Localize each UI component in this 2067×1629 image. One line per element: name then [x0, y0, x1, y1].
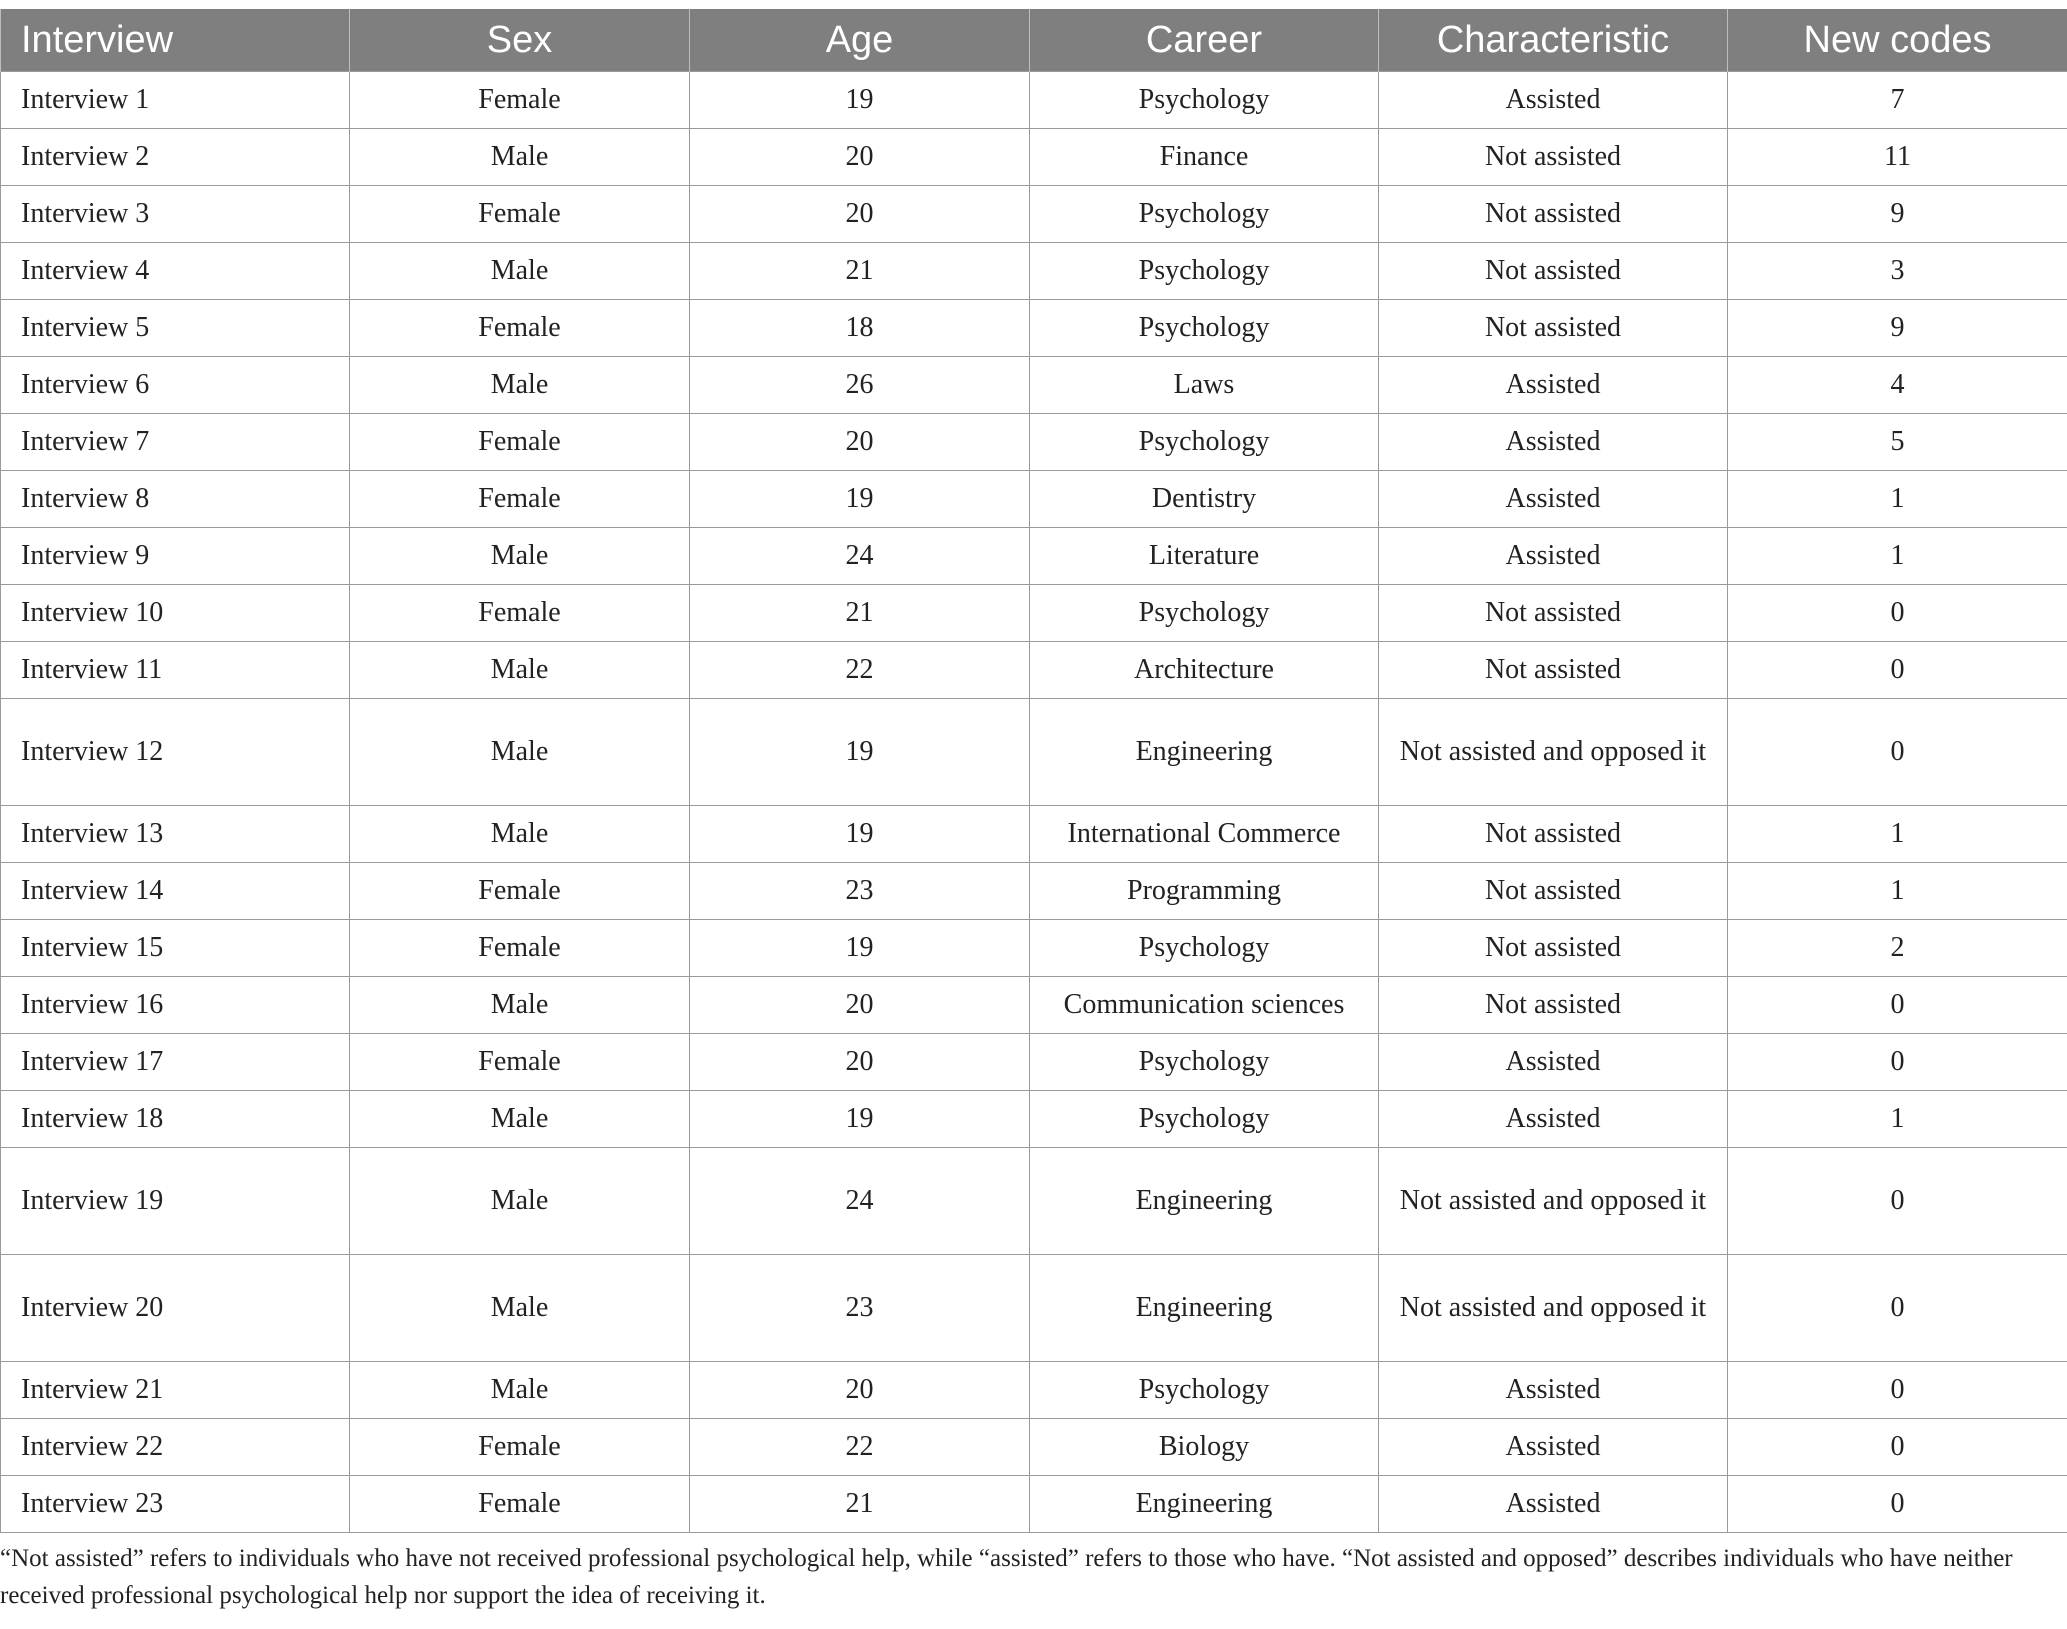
cell-new-codes: 1 [1728, 863, 2067, 920]
cell-interview: Interview 14 [1, 863, 350, 920]
cell-career: Engineering [1030, 1476, 1379, 1533]
cell-sex: Male [350, 1362, 690, 1419]
cell-career: Programming [1030, 863, 1379, 920]
column-header-characteristic: Characteristic [1379, 9, 1728, 72]
interview-table [0, 9, 2067, 1533]
cell-characteristic: Not assisted and opposed it [1379, 699, 1728, 806]
cell-interview: Interview 2 [1, 129, 350, 186]
cell-interview: Interview 19 [1, 1148, 350, 1255]
cell-sex: Male [350, 1255, 690, 1362]
cell-career: Psychology [1030, 72, 1379, 129]
table-row [1, 72, 2067, 129]
cell-sex: Male [350, 357, 690, 414]
cell-career: Laws [1030, 357, 1379, 414]
table-row [1, 1091, 2067, 1148]
cell-characteristic: Assisted [1379, 414, 1728, 471]
cell-new-codes: 0 [1728, 699, 2067, 806]
cell-interview: Interview 6 [1, 357, 350, 414]
table-row [1, 243, 2067, 300]
cell-interview: Interview 20 [1, 1255, 350, 1362]
cell-career: Engineering [1030, 1255, 1379, 1362]
cell-new-codes: 7 [1728, 72, 2067, 129]
cell-characteristic: Assisted [1379, 1091, 1728, 1148]
cell-characteristic: Not assisted [1379, 585, 1728, 642]
cell-interview: Interview 22 [1, 1419, 350, 1476]
cell-new-codes: 0 [1728, 585, 2067, 642]
column-header-sex: Sex [350, 9, 690, 72]
cell-career: Psychology [1030, 243, 1379, 300]
cell-sex: Male [350, 528, 690, 585]
table-row [1, 920, 2067, 977]
table-row [1, 1476, 2067, 1533]
cell-characteristic: Not assisted [1379, 642, 1728, 699]
table-row [1, 699, 2067, 806]
cell-career: Psychology [1030, 300, 1379, 357]
cell-interview: Interview 13 [1, 806, 350, 863]
cell-age: 26 [690, 357, 1030, 414]
cell-career: Psychology [1030, 1034, 1379, 1091]
cell-age: 19 [690, 699, 1030, 806]
table-row [1, 642, 2067, 699]
header-row [1, 9, 2067, 72]
cell-age: 21 [690, 243, 1030, 300]
table-row [1, 414, 2067, 471]
cell-new-codes: 9 [1728, 186, 2067, 243]
cell-new-codes: 4 [1728, 357, 2067, 414]
cell-age: 19 [690, 72, 1030, 129]
cell-new-codes: 0 [1728, 1148, 2067, 1255]
cell-interview: Interview 12 [1, 699, 350, 806]
cell-characteristic: Assisted [1379, 72, 1728, 129]
cell-sex: Male [350, 806, 690, 863]
table-row [1, 977, 2067, 1034]
cell-age: 20 [690, 1362, 1030, 1419]
cell-sex: Female [350, 585, 690, 642]
cell-sex: Female [350, 1476, 690, 1533]
cell-age: 20 [690, 129, 1030, 186]
cell-career: Psychology [1030, 585, 1379, 642]
cell-new-codes: 0 [1728, 1255, 2067, 1362]
cell-career: Architecture [1030, 642, 1379, 699]
cell-characteristic: Not assisted [1379, 806, 1728, 863]
cell-sex: Female [350, 186, 690, 243]
cell-interview: Interview 4 [1, 243, 350, 300]
cell-sex: Female [350, 1419, 690, 1476]
cell-career: Biology [1030, 1419, 1379, 1476]
cell-characteristic: Not assisted [1379, 300, 1728, 357]
cell-age: 22 [690, 642, 1030, 699]
cell-interview: Interview 10 [1, 585, 350, 642]
cell-characteristic: Not assisted [1379, 977, 1728, 1034]
cell-career: Psychology [1030, 920, 1379, 977]
cell-sex: Male [350, 977, 690, 1034]
cell-interview: Interview 1 [1, 72, 350, 129]
cell-new-codes: 0 [1728, 1476, 2067, 1533]
cell-new-codes: 2 [1728, 920, 2067, 977]
cell-interview: Interview 3 [1, 186, 350, 243]
cell-new-codes: 0 [1728, 1419, 2067, 1476]
table-row [1, 1148, 2067, 1255]
column-header-new-codes: New codes [1728, 9, 2067, 72]
cell-new-codes: 0 [1728, 642, 2067, 699]
cell-new-codes: 1 [1728, 806, 2067, 863]
column-header-age: Age [690, 9, 1030, 72]
cell-characteristic: Assisted [1379, 1419, 1728, 1476]
cell-new-codes: 0 [1728, 1034, 2067, 1091]
cell-interview: Interview 15 [1, 920, 350, 977]
cell-new-codes: 11 [1728, 129, 2067, 186]
cell-sex: Female [350, 863, 690, 920]
cell-interview: Interview 5 [1, 300, 350, 357]
cell-age: 20 [690, 977, 1030, 1034]
cell-sex: Male [350, 1091, 690, 1148]
table-row [1, 1034, 2067, 1091]
cell-age: 19 [690, 806, 1030, 863]
cell-age: 20 [690, 414, 1030, 471]
cell-new-codes: 9 [1728, 300, 2067, 357]
cell-sex: Male [350, 1148, 690, 1255]
table-row [1, 1362, 2067, 1419]
column-header-interview: Interview [1, 9, 350, 72]
cell-age: 23 [690, 863, 1030, 920]
cell-interview: Interview 11 [1, 642, 350, 699]
cell-career: Psychology [1030, 1091, 1379, 1148]
cell-career: Finance [1030, 129, 1379, 186]
cell-interview: Interview 7 [1, 414, 350, 471]
cell-interview: Interview 17 [1, 1034, 350, 1091]
cell-career: Engineering [1030, 1148, 1379, 1255]
table-row [1, 357, 2067, 414]
cell-age: 19 [690, 920, 1030, 977]
cell-interview: Interview 9 [1, 528, 350, 585]
cell-characteristic: Not assisted [1379, 129, 1728, 186]
cell-characteristic: Assisted [1379, 1034, 1728, 1091]
cell-sex: Male [350, 642, 690, 699]
cell-age: 18 [690, 300, 1030, 357]
cell-new-codes: 0 [1728, 1362, 2067, 1419]
cell-career: International Commerce [1030, 806, 1379, 863]
cell-career: Psychology [1030, 186, 1379, 243]
cell-age: 20 [690, 186, 1030, 243]
cell-sex: Female [350, 920, 690, 977]
cell-new-codes: 1 [1728, 528, 2067, 585]
cell-age: 24 [690, 528, 1030, 585]
table-row [1, 186, 2067, 243]
cell-career: Literature [1030, 528, 1379, 585]
cell-career: Dentistry [1030, 471, 1379, 528]
cell-characteristic: Assisted [1379, 1362, 1728, 1419]
cell-interview: Interview 16 [1, 977, 350, 1034]
cell-characteristic: Assisted [1379, 528, 1728, 585]
cell-new-codes: 3 [1728, 243, 2067, 300]
cell-career: Communication sciences [1030, 977, 1379, 1034]
cell-career: Engineering [1030, 699, 1379, 806]
cell-characteristic: Not assisted [1379, 920, 1728, 977]
table-row [1, 1419, 2067, 1476]
table-row [1, 471, 2067, 528]
cell-characteristic: Not assisted [1379, 186, 1728, 243]
table-row [1, 585, 2067, 642]
cell-new-codes: 1 [1728, 471, 2067, 528]
table-row [1, 129, 2067, 186]
cell-characteristic: Assisted [1379, 357, 1728, 414]
cell-age: 23 [690, 1255, 1030, 1362]
table-row [1, 528, 2067, 585]
cell-characteristic: Assisted [1379, 1476, 1728, 1533]
cell-sex: Male [350, 699, 690, 806]
cell-new-codes: 5 [1728, 414, 2067, 471]
table-footnote: “Not assisted” refers to individuals who have not received professional psychological help, while “assisted” refers to those who have. “Not assisted and opposed” describes individuals who have neither received professional psychological help nor support the idea of receiving it. [0, 1545, 2013, 1609]
cell-characteristic: Not assisted and opposed it [1379, 1148, 1728, 1255]
cell-career: Psychology [1030, 414, 1379, 471]
cell-sex: Female [350, 471, 690, 528]
cell-sex: Female [350, 1034, 690, 1091]
cell-age: 19 [690, 471, 1030, 528]
cell-age: 24 [690, 1148, 1030, 1255]
cell-characteristic: Not assisted [1379, 863, 1728, 920]
data-table-container [0, 9, 2067, 1533]
cell-age: 21 [690, 1476, 1030, 1533]
cell-interview: Interview 23 [1, 1476, 350, 1533]
table-row [1, 806, 2067, 863]
cell-interview: Interview 8 [1, 471, 350, 528]
table-row [1, 300, 2067, 357]
cell-characteristic: Not assisted and opposed it [1379, 1255, 1728, 1362]
cell-sex: Female [350, 72, 690, 129]
table-row [1, 1255, 2067, 1362]
cell-sex: Male [350, 243, 690, 300]
cell-age: 22 [690, 1419, 1030, 1476]
cell-characteristic: Not assisted [1379, 243, 1728, 300]
cell-sex: Female [350, 414, 690, 471]
cell-age: 21 [690, 585, 1030, 642]
cell-characteristic: Assisted [1379, 471, 1728, 528]
cell-sex: Male [350, 129, 690, 186]
cell-interview: Interview 21 [1, 1362, 350, 1419]
table-body [1, 72, 2067, 1533]
cell-new-codes: 1 [1728, 1091, 2067, 1148]
cell-sex: Female [350, 300, 690, 357]
cell-career: Psychology [1030, 1362, 1379, 1419]
cell-interview: Interview 18 [1, 1091, 350, 1148]
table-row [1, 863, 2067, 920]
cell-age: 19 [690, 1091, 1030, 1148]
cell-new-codes: 0 [1728, 977, 2067, 1034]
column-header-career: Career [1030, 9, 1379, 72]
cell-age: 20 [690, 1034, 1030, 1091]
